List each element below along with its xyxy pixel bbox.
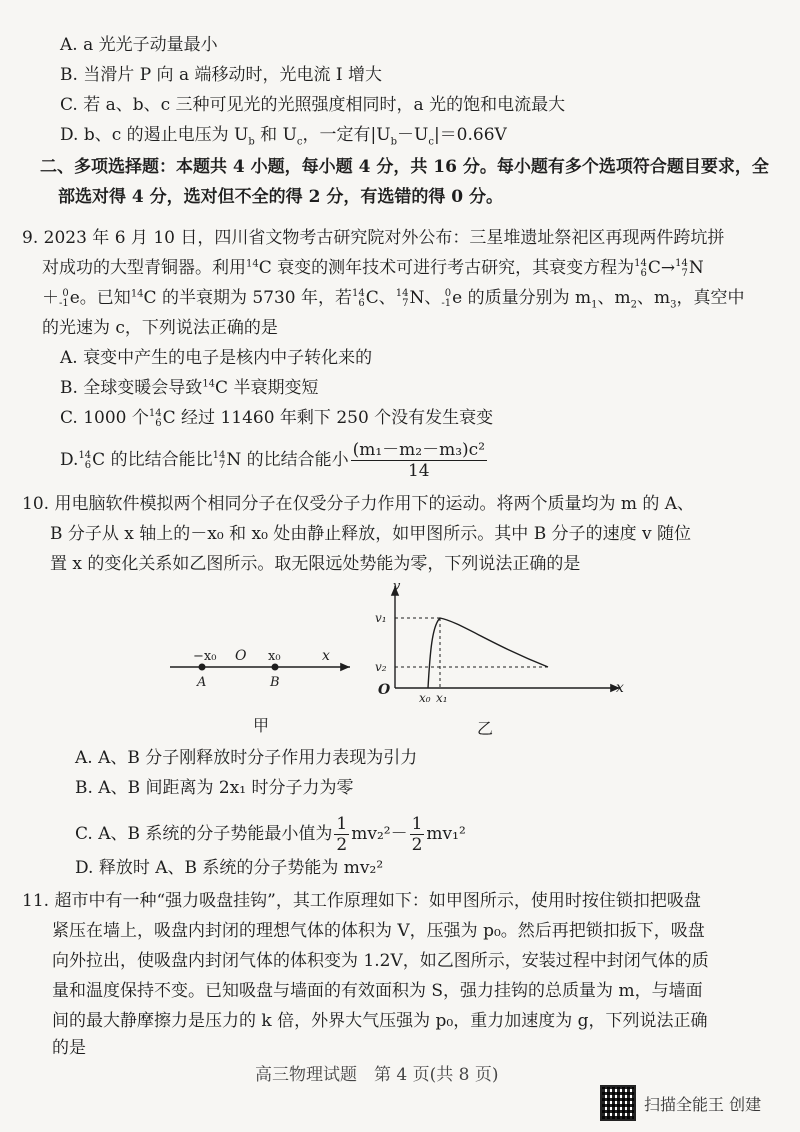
q8-option-a: A. a 光光子动量最小: [60, 35, 218, 55]
page-footer: 高三物理试题 第 4 页(共 8 页): [255, 1065, 499, 1085]
label-b: B: [270, 675, 280, 690]
label-neg-x0: −x₀: [193, 649, 217, 664]
binding-energy-fraction: $\frac{\text{(m₁－m₂－m₃)c²}}{14}$: [352, 440, 486, 481]
q9-option-a: A. 衰变中产生的电子是核内中子转化来的: [60, 348, 373, 368]
q11-stem-line5: 间的最大静摩擦力是压力的 k 倍，外界大气压强为 p₀，重力加速度为 g，下列说法正确: [52, 1011, 708, 1031]
q11-stem-line1: 11. 超市中有一种“强力吸盘挂钩”，其工作原理如下：如甲图所示，使用时按住锁扣把吸盘: [22, 891, 701, 911]
figure-jia: [150, 630, 370, 740]
figure-jia-caption: 甲: [253, 716, 270, 735]
label-v-axis: v: [393, 579, 401, 594]
q9-option-b: B. 全球变暖会导致$^{14}$C 半衰期变短: [60, 378, 319, 398]
q9-option-c: C. 1000 个14 6C 经过 11460 年剩下 250 个没有发生衰变: [60, 407, 494, 429]
q10-stem-line2: B 分子从 x 轴上的－x₀ 和 x₀ 处由静止释放，如甲图所示。其中 B 分子的速度 v 随位: [50, 524, 692, 544]
velocity-curve: [428, 618, 548, 688]
q9-stem-line2: 对成功的大型青铜器。利用$^{14}$C 衰变的测年技术可进行考古研究，其衰变方程为14 6C→14 7N: [42, 257, 704, 279]
q10-stem-line1: 10. 用电脑软件模拟两个相同分子在仅受分子力作用下的运动。将两个质量均为 m 的 A、: [22, 494, 695, 514]
molecule-b: [272, 664, 279, 671]
label-x-axis-yi: x: [616, 680, 624, 696]
section-2-heading: 二、多项选择题：本题共 4 小题，每小题 4 分，共 16 分。每小题有多个选项符合题目要求，全: [40, 157, 769, 177]
label-x1-yi: x₁: [436, 691, 448, 705]
q11-stem-line4: 量和温度保持不变。已知吸盘与墙面的有效面积为 S，强力挂钩的总质量为 m，与墙面: [52, 981, 703, 1001]
q10-option-a: A. A、B 分子刚释放时分子作用力表现为引力: [75, 748, 418, 768]
label-v1: v₁: [375, 611, 387, 625]
q11-stem-line2: 紧压在墙上，吸盘内封闭的理想气体的体积为 V，压强为 p₀。然后再把锁扣扳下，吸盘: [52, 921, 705, 941]
q9-stem-line3: ＋ 0 -1e。已知$^{14}$C 的半衰期为 5730 年，若14 6C、14 7N、 0 -1e 的质量分别为 $m_1$、$m_2$、$m_3$，真空中: [42, 287, 745, 311]
q8-option-c: C. 若 a、b、c 三种可见光的光照强度相同时，a 光的饱和电流最大: [60, 95, 566, 115]
q9-stem-line1: 9. 2023 年 6 月 10 日，四川省文物考古研究院对外公布：三星堆遗址祭祀区再现两件跨坑拼: [22, 228, 725, 248]
qr-code-icon: [600, 1085, 636, 1121]
label-v2: v₂: [375, 660, 387, 674]
fraction-half-2: $\frac{1}{2}$: [411, 814, 423, 855]
figure-yi-caption: 乙: [477, 719, 494, 738]
section-2-heading-cont: 部选对得 4 分，选对但不全的得 2 分，有选错的得 0 分。: [58, 187, 503, 207]
label-origin-yi: O: [378, 682, 391, 698]
q8-option-d: D. b、c 的遏止电压为 $U_b$ 和 $U_c$，一定有$|U_b-U_c|=0.66V$: [60, 125, 507, 148]
label-x0: x₀: [268, 649, 281, 664]
figure-yi: [370, 578, 640, 738]
label-x0-yi: x₀: [419, 691, 431, 705]
scanner-watermark: [600, 1085, 761, 1121]
q11-stem-line6: 的是: [52, 1038, 86, 1058]
label-a: A: [197, 675, 207, 690]
scanner-brand-text: 扫描全能王 创建: [644, 1094, 762, 1114]
label-x-axis: x: [322, 648, 330, 664]
fraction-half-1: $\frac{1}{2}$: [336, 814, 348, 855]
q11-stem-line3: 向外拉出，使吸盘内封闭气体的体积变为 1.2V，如乙图所示，安装过程中封闭气体的质: [52, 951, 709, 971]
q10-option-d: D. 释放时 A、B 系统的分子势能为 mv₂²: [75, 858, 384, 878]
q10-stem-line3: 置 x 的变化关系如乙图所示。取无限远处势能为零，下列说法正确的是: [50, 554, 581, 574]
q10-option-b: B. A、B 间距离为 2x₁ 时分子力为零: [75, 778, 354, 798]
molecule-a: [199, 664, 206, 671]
q9-stem-line4: 的光速为 c，下列说法正确的是: [42, 318, 278, 338]
label-origin: O: [235, 648, 247, 664]
q8-option-b: B. 当滑片 P 向 a 端移动时，光电流 I 增大: [60, 65, 383, 85]
q10-option-c: C. A、B 系统的分子势能最小值为 $\frac{1}{2}$ mv₂²－ $\frac{1}{2}$ mv₁²: [75, 814, 466, 855]
q9-option-d: D.14 6C 的比结合能比14 7N 的比结合能小 $\frac{\text{(m₁－m₂－m₃)c²}}{14}$: [60, 440, 486, 481]
